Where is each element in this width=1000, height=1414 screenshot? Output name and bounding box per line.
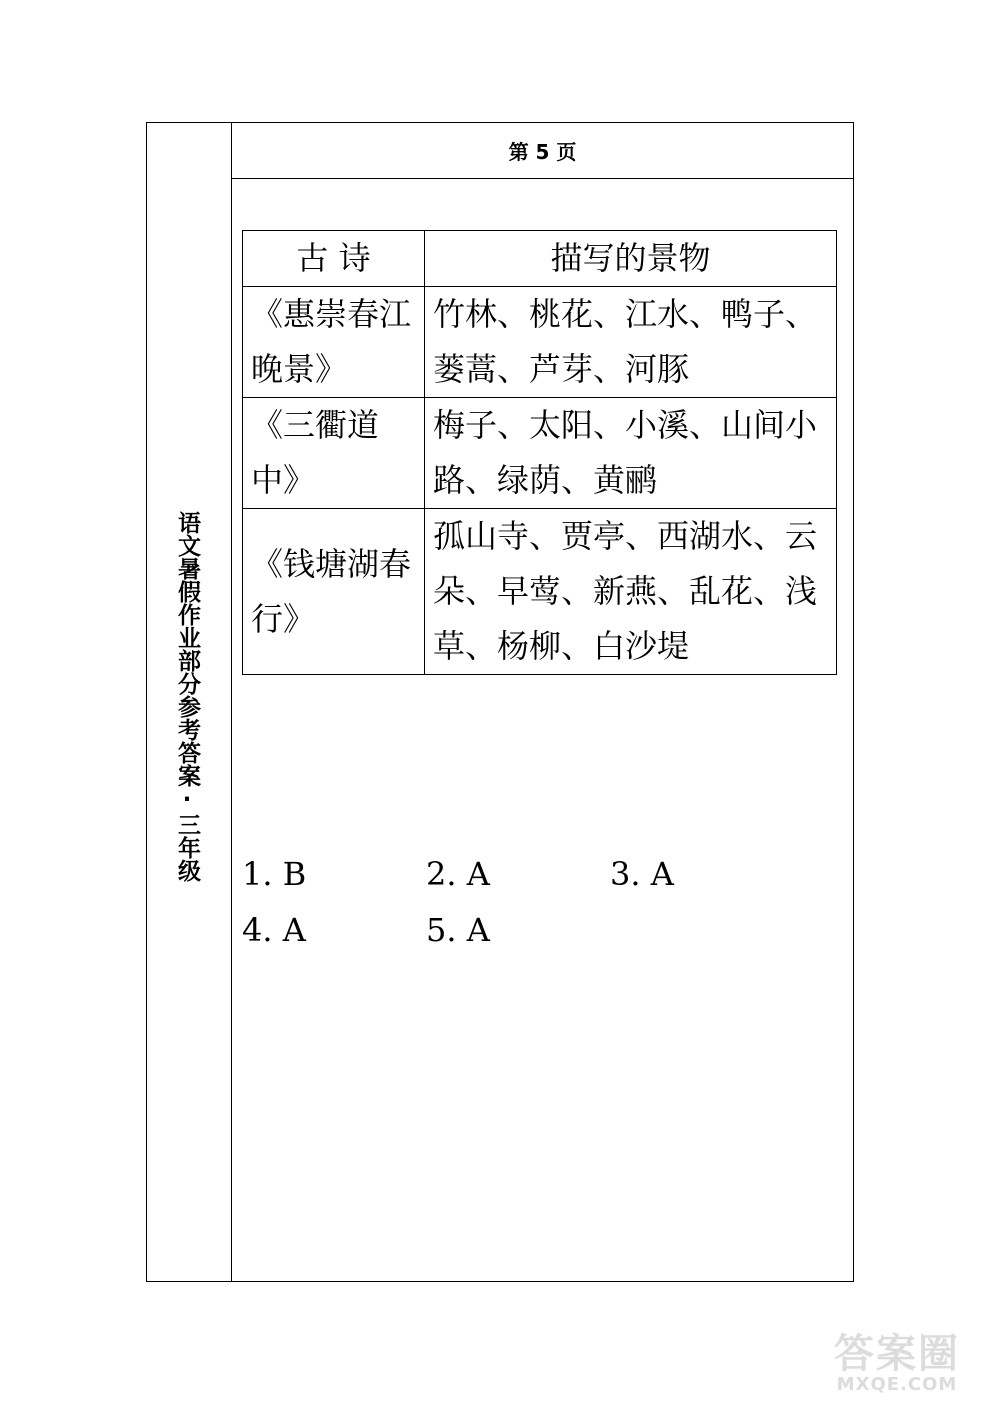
poem-scenes: 孤山寺、贾亭、西湖水、云朵、早莺、新燕、乱花、浅草、杨柳、白沙堤 [425,509,837,675]
column-header-scenes: 描写的景物 [425,231,837,287]
poem-scenes: 竹林、桃花、江水、鸭子、蒌蒿、芦芽、河豚 [425,287,837,398]
side-label: 语文暑假作业部分参考答案·三年级 [174,511,200,882]
answer-4: 4. A [242,911,306,949]
page-number: 第 5 页 [508,140,577,164]
answer-2: 2. A [426,855,490,893]
column-header-poem: 古 诗 [243,231,425,287]
poem-scenes: 梅子、太阳、小溪、山间小路、绿荫、黄鹂 [425,398,837,509]
poem-scenery-table [242,230,837,675]
page-header [232,123,853,179]
poem-title: 《三衢道中》 [243,398,425,509]
page-frame [146,122,854,1282]
watermark-url: MXQE.COM [836,1374,958,1395]
table-row [243,398,837,509]
watermark [812,1331,982,1395]
table-row [243,287,837,398]
table-header-row [243,231,837,287]
watermark-logo: 答案圈 [834,1331,960,1377]
answer-5: 5. A [426,911,490,949]
side-column [147,123,232,1281]
poem-title: 《钱塘湖春行》 [243,509,425,675]
answer-1: 1. B [242,855,307,893]
table-row [243,509,837,675]
poem-title: 《惠崇春江晚景》 [243,287,425,398]
answer-3: 3. A [610,855,674,893]
